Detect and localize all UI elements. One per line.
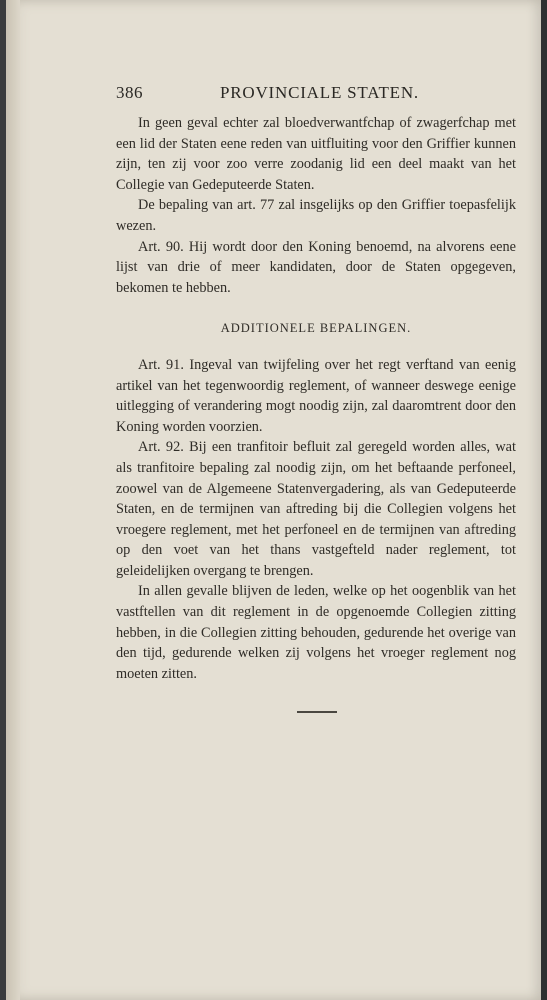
paragraph: De bepaling van art. 77 zal insgelijks op den Griffier toepasfelijk wezen. <box>116 197 516 234</box>
page-number: 386 <box>116 83 143 102</box>
page-gutter <box>6 0 20 1000</box>
scan-border <box>541 0 547 1000</box>
paragraph-article-90: Art. 90. Hij wordt door den Koning benoemd, na alvorens eene lijst van drie of meer kandidaten, door de Staten opgegeven, bekomen te hebben. <box>116 238 516 296</box>
page-header <box>6 83 541 113</box>
paragraph-article-91: Art. 91. Ingeval van twijfeling over het regt verftand van eenig artikel van het tegenwoordig reglement, of wanneer deswege eenige uitlegging of verandering mogt noodig zijn, zal daaromtrent door den Koning worden voorzien. <box>116 356 516 435</box>
paragraph: In geen geval echter zal bloedverwantfchap of zwagerfchap met een lid der Staten eene reden van uitfluiting voor den Griffier kunnen zijn, ten zij voor zoo verre zoodanig lid een deel maakt van het Collegie van Gedeputeerde Staten. <box>116 115 516 193</box>
paragraph-article-92: Art. 92. Bij een tranfitoir befluit zal geregeld worden alles, wat als tranfitoire bepaling zal noodig zijn, om het beftaande perfoneel, zoowel van de Algemeene Statenvergadering, als van Gedeputeerde Staten, en de termijnen van aftreding bij die Collegien volgens het vroegere reglement, met het perfoneel en de termijnen van aftreding op den voet van het thans vastgefteld nader reglement, tot geleidelijken overgang te brengen. <box>116 439 516 579</box>
book-page <box>6 0 541 1000</box>
body-text <box>116 113 516 684</box>
end-rule <box>297 711 337 713</box>
paragraph: In allen gevalle blijven de leden, welke op het oogenblik van het vastftellen van dit reglement in de opgenoemde Collegien zitting hebben, in die Collegien zitting behouden, gedurende het overige van den tijd, gedurende welken zij volgens het vroeger reglement nog moeten zitten. <box>116 583 516 682</box>
running-head: PROVINCIALE STATEN. <box>220 83 419 102</box>
section-heading: ADDITIONELE BEPALINGEN. <box>220 321 412 336</box>
